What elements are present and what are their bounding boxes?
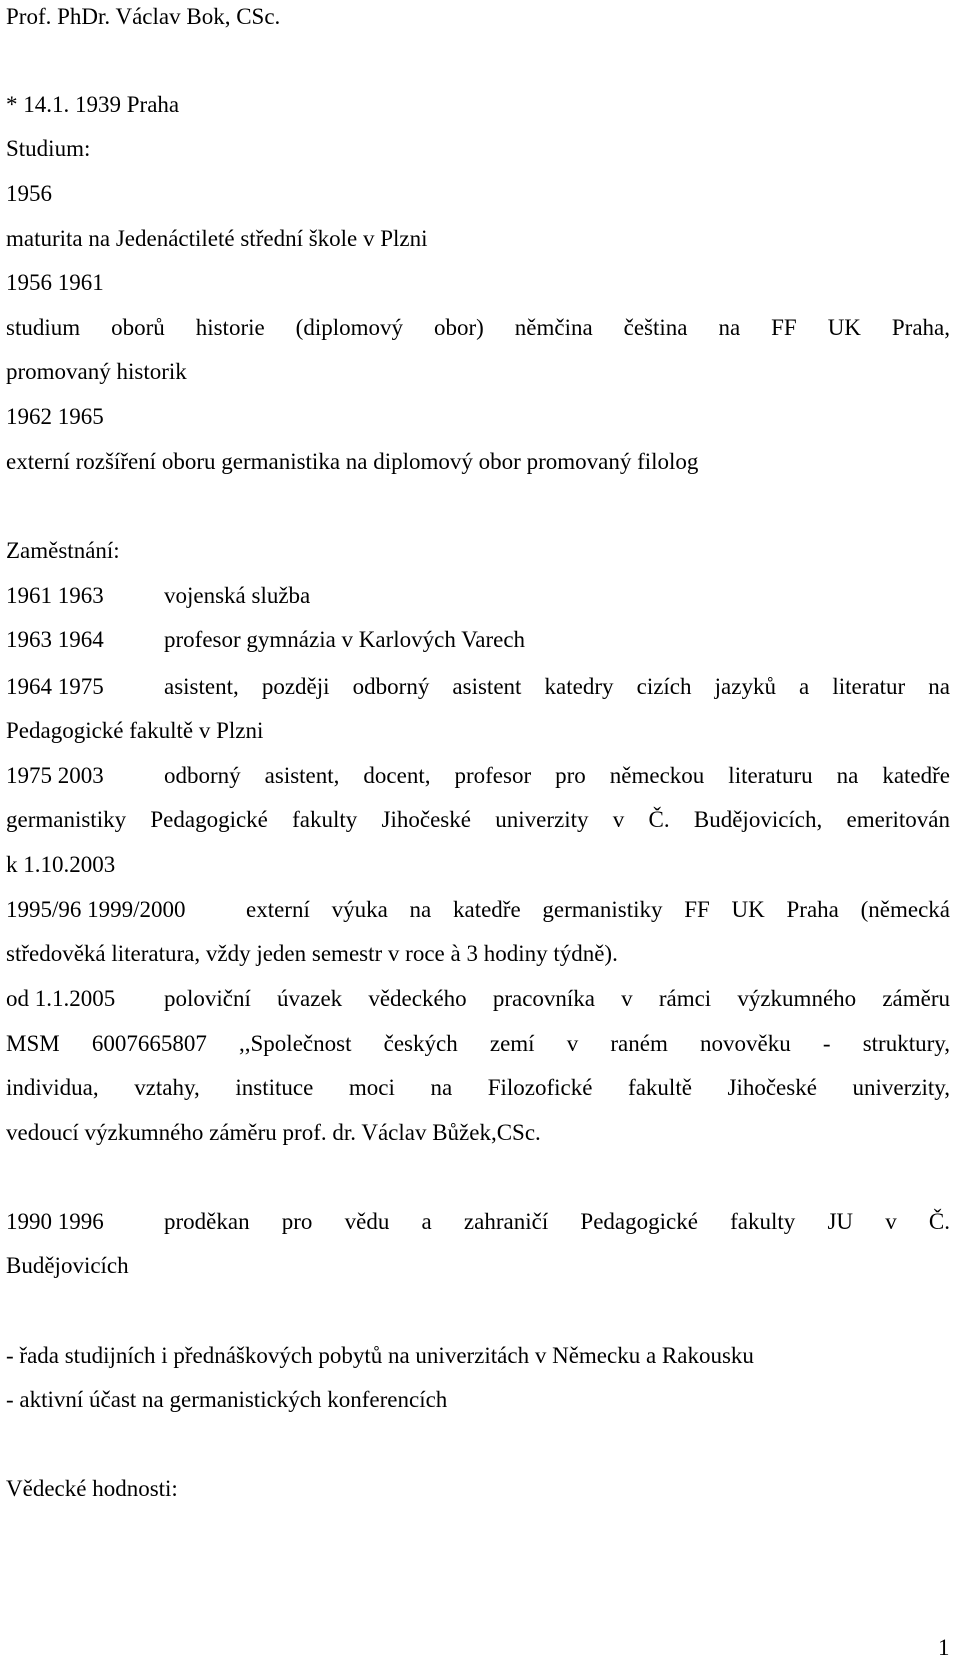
employment-row <box>6 582 310 610</box>
employment-years: 1963 1964 <box>6 627 104 652</box>
employment-text: proděkan pro vědu a zahraničí Pedagogické fakulty JU v Č. <box>164 1209 950 1234</box>
employment-years: 1961 1963 <box>6 583 104 608</box>
activity-item: - aktivní účast na germanistických konferencích <box>6 1387 448 1412</box>
birth-info: * 14.1. 1939 Praha <box>6 92 180 117</box>
employment-text: vedoucí výzkumného záměru prof. dr. Václav Bůžek,CSc. <box>6 1120 541 1145</box>
employment-text: poloviční úvazek vědeckého pracovníka v rámci výzkumného záměru <box>164 986 950 1011</box>
employment-years: 1964 1975 <box>6 674 104 699</box>
employment-years: 1975 2003 <box>6 763 104 788</box>
employment-text: germanistiky Pedagogické fakulty Jihočeské univerzity v Č. Budějovicích, emeritován <box>6 807 950 832</box>
employment-row <box>6 762 950 790</box>
employment-text: středověká literatura, vždy jeden semestr v roce à 3 hodiny týdně). <box>6 941 618 966</box>
employment-text: individua, vztahy, instituce moci na Filozofické fakultě Jihočeské univerzity, <box>6 1075 950 1100</box>
employment-text: Pedagogické fakultě v Plzni <box>6 718 264 743</box>
employment-row <box>6 896 950 924</box>
employment-text: vojenská služba <box>164 583 311 608</box>
employment-row <box>6 985 950 1013</box>
employment-row <box>6 673 950 701</box>
author-name: Prof. PhDr. Václav Bok, CSc. <box>6 4 281 29</box>
activity-item: - řada studijních i přednáškových pobytů na univerzitách v Německu a Rakousku <box>6 1343 754 1368</box>
employment-text: odborný asistent, docent, profesor pro německou literaturu na katedře <box>164 763 950 788</box>
employment-years: 1995/96 1999/2000 <box>6 897 186 922</box>
study-years: 1962 1965 <box>6 404 104 429</box>
employment-row <box>6 1208 950 1236</box>
employment-text: profesor gymnázia v Karlových Varech <box>164 627 526 652</box>
employment-text: Budějovicích <box>6 1253 129 1278</box>
employment-years: od 1.1.2005 <box>6 986 116 1011</box>
employment-row <box>6 626 525 654</box>
degrees-heading: Vědecké hodnosti: <box>6 1476 178 1501</box>
study-years: 1956 <box>6 181 52 206</box>
study-years: 1956 1961 <box>6 270 104 295</box>
study-text: maturita na Jedenáctileté střední škole v Plzni <box>6 226 428 251</box>
employment-text: MSM 6007665807 ,,Společnost českých zemí v raném novověku - struktury, <box>6 1031 950 1056</box>
study-text: promovaný historik <box>6 359 187 384</box>
employment-text: asistent, později odborný asistent katedry cizích jazyků a literatur na <box>164 674 950 699</box>
study-text: externí rozšíření oboru germanistika na diplomový obor promovaný filolog <box>6 449 699 474</box>
employment-heading: Zaměstnání: <box>6 538 120 563</box>
employment-text: k 1.10.2003 <box>6 852 116 877</box>
employment-text: externí výuka na katedře germanistiky FF UK Praha (německá <box>246 897 950 922</box>
page-number: 1 <box>938 1635 950 1660</box>
employment-years: 1990 1996 <box>6 1209 104 1234</box>
study-heading: Studium: <box>6 136 91 161</box>
study-text: studium oborů historie (diplomový obor) němčina čeština na FF UK Praha, <box>6 315 950 340</box>
